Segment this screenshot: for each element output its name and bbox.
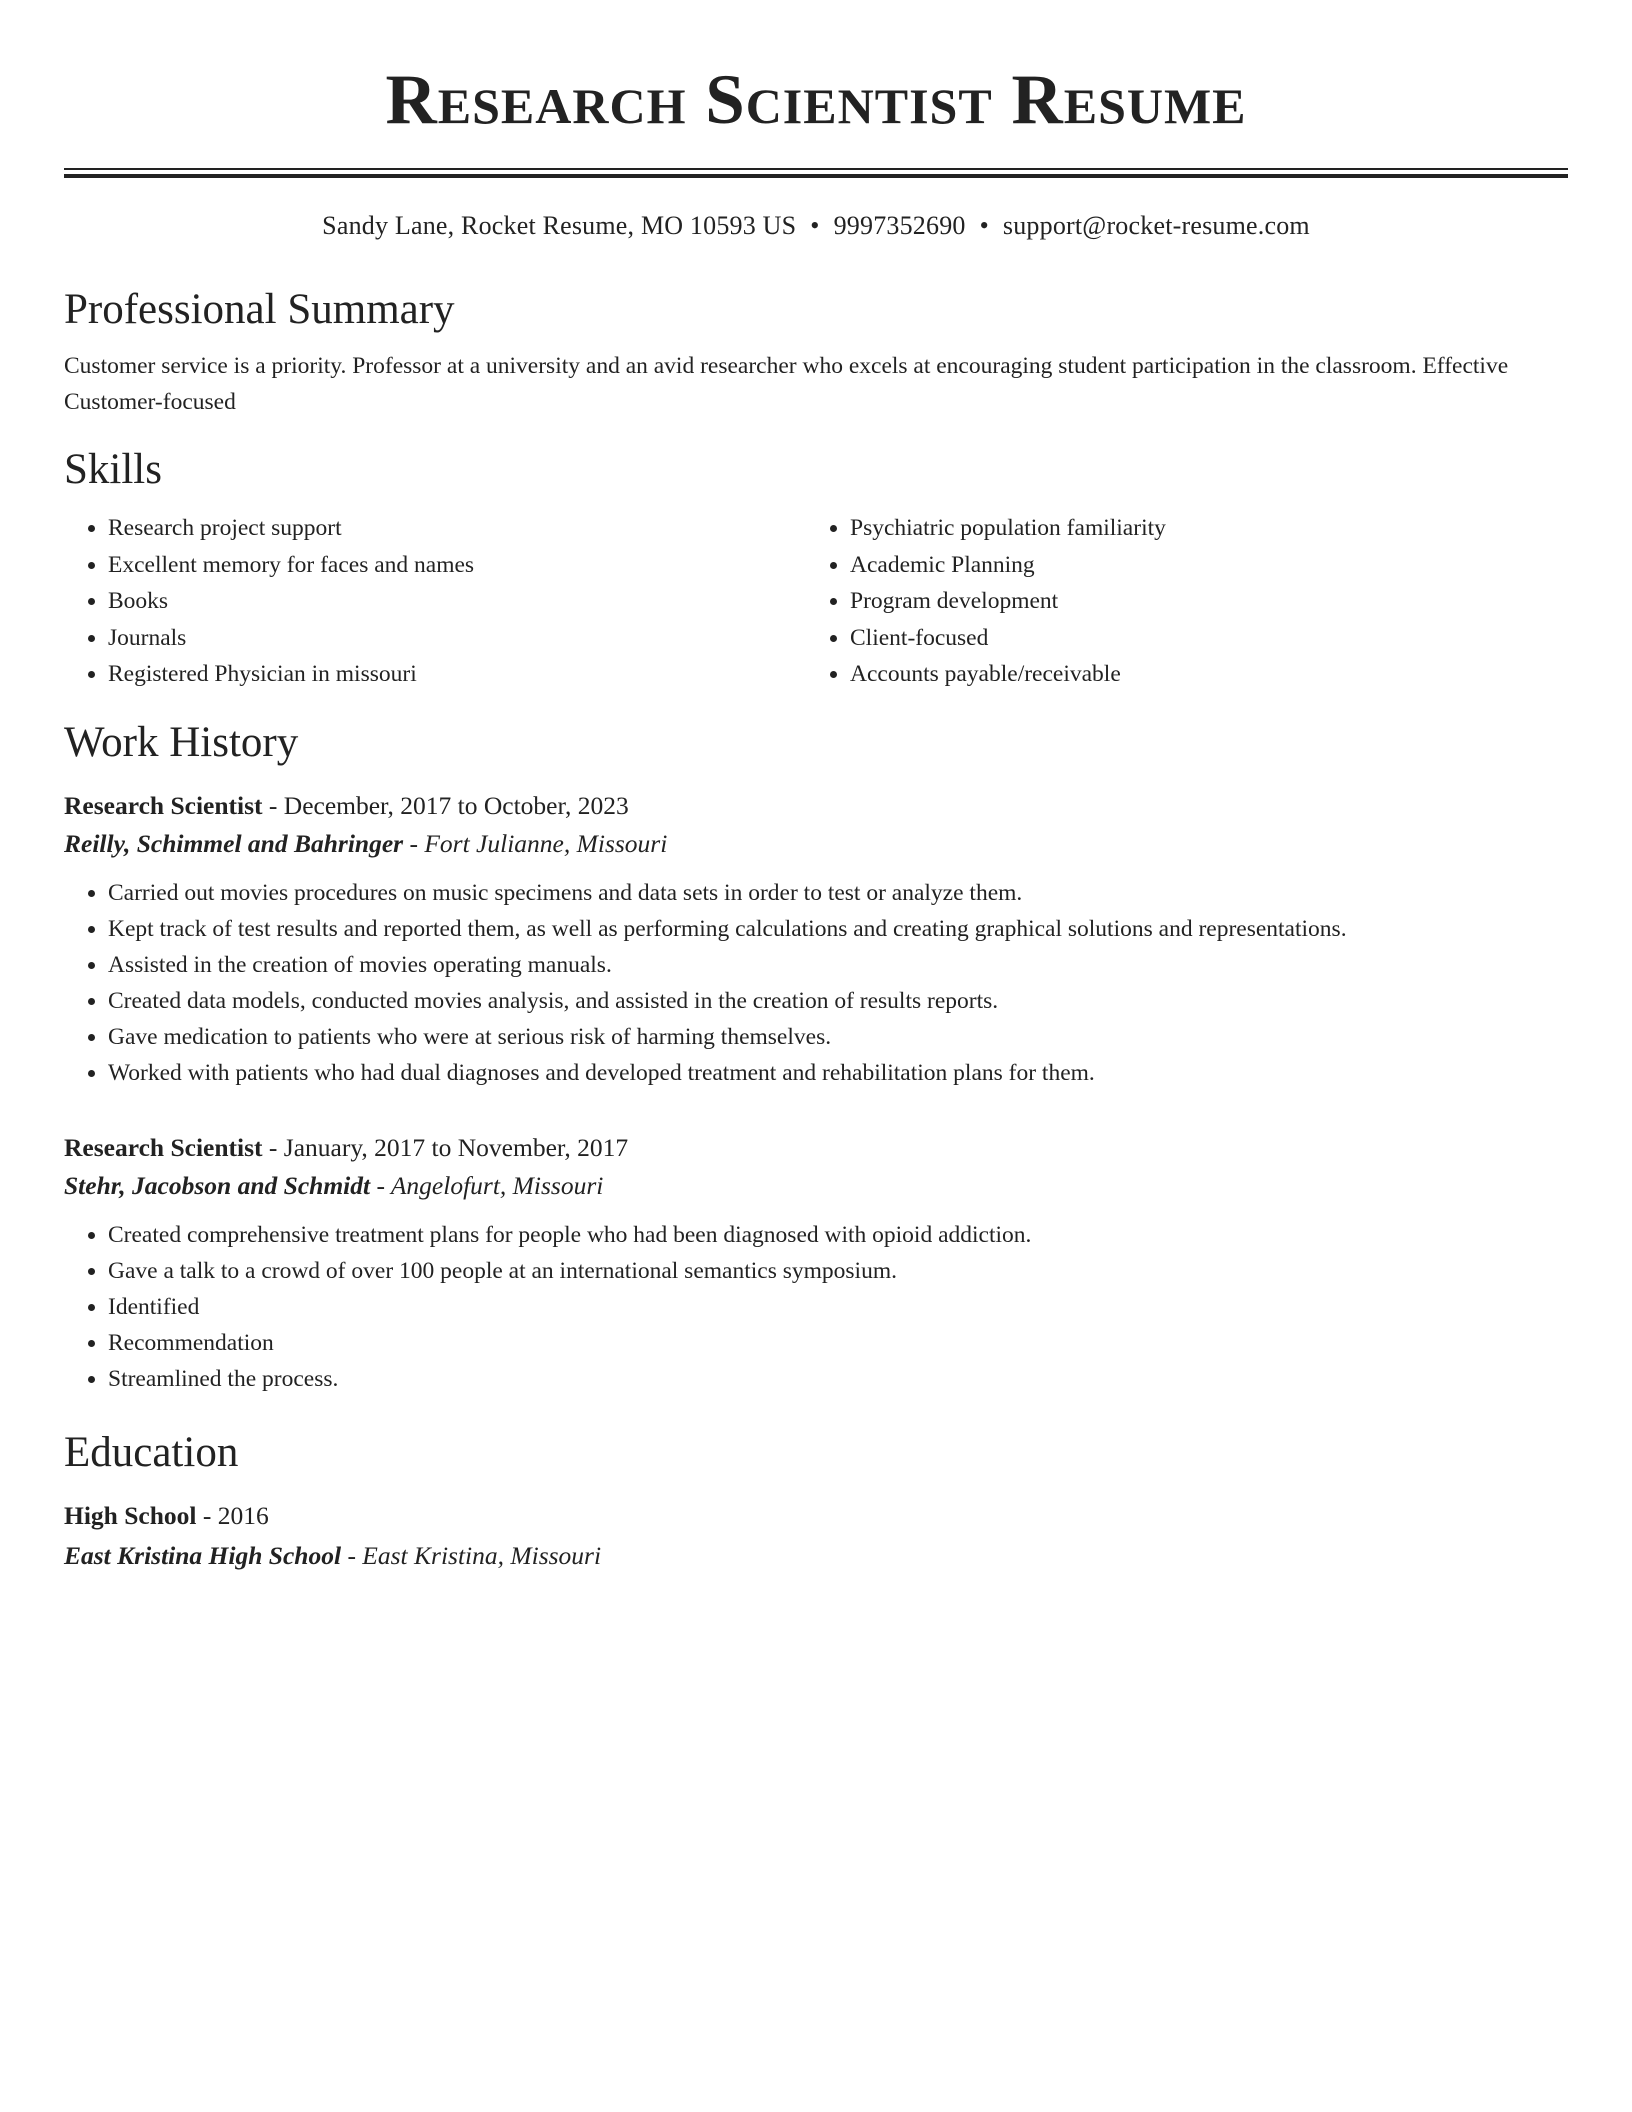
list-item: • Gave a talk to a crowd of over 100 people at an international semantics symposium. xyxy=(108,1253,1568,1289)
resume-title: Research Scientist Resume xyxy=(385,61,1247,139)
job-company: Reilly, Schimmel and Bahringer xyxy=(64,828,404,858)
list-item: • Streamlined the process. xyxy=(108,1361,1568,1397)
job-location: - Fort Julianne, Missouri xyxy=(403,828,668,858)
skills-heading: Skills xyxy=(64,446,162,493)
skills-column-left xyxy=(64,510,806,693)
contact-separator: • xyxy=(979,211,989,240)
list-item: • Gave medication to patients who were at serious risk of harming themselves. xyxy=(108,1019,1568,1055)
list-item: • Worked with patients who had dual diagnoses and developed treatment and rehabilitation plans for them. xyxy=(108,1055,1568,1091)
job-title-line xyxy=(64,787,1568,825)
school-name: East Kristina High School xyxy=(64,1540,342,1570)
summary-text: Customer service is a priority. Professor at a university and an avid researcher who excels at encouraging student participation in the classroom. Effective Customer-focused xyxy=(64,353,1509,415)
skill-item: • Books xyxy=(108,583,806,620)
education-entry xyxy=(64,1497,1568,1575)
job-bullets xyxy=(64,875,1568,1091)
skill-item: • Psychiatric population familiarity xyxy=(850,510,1548,547)
job-title: Research Scientist xyxy=(64,790,263,820)
skill-item: • Accounts payable/receivable xyxy=(850,656,1548,693)
list-item: • Created comprehensive treatment plans for people who had been diagnosed with opioid addiction. xyxy=(108,1217,1568,1253)
graduation-year: - 2016 xyxy=(196,1500,269,1530)
degree-line xyxy=(64,1497,1568,1535)
skill-item: • Registered Physician in missouri xyxy=(108,656,806,693)
skills-column-right xyxy=(806,510,1548,693)
list-item: • Kept track of test results and reported them, as well as performing calculations and creating graphical solutions and representations. xyxy=(108,911,1568,947)
list-item: • Created data models, conducted movies analysis, and assisted in the creation of results reports. xyxy=(108,983,1568,1019)
skill-item: • Research project support xyxy=(108,510,806,547)
title-divider xyxy=(64,168,1568,178)
job-location: - Angelofurt, Missouri xyxy=(370,1170,604,1200)
education-heading: Education xyxy=(64,1428,239,1476)
job-title-line xyxy=(64,1129,1568,1167)
summary-heading: Professional Summary xyxy=(64,286,455,333)
list-item: • Carried out movies procedures on music specimens and data sets in order to test or analyze them. xyxy=(108,875,1568,911)
job-bullets xyxy=(64,1217,1568,1397)
contact-separator: • xyxy=(810,211,820,240)
work-history-heading: Work History xyxy=(64,718,299,766)
job-entry xyxy=(64,787,1568,1091)
job-dates: - January, 2017 to November, 2017 xyxy=(262,1132,629,1162)
list-item: • Identified xyxy=(108,1289,1568,1325)
skill-item: • Journals xyxy=(108,620,806,657)
list-item: • Recommendation xyxy=(108,1325,1568,1361)
list-item: • Assisted in the creation of movies operating manuals. xyxy=(108,947,1568,983)
job-company: Stehr, Jacobson and Schmidt xyxy=(64,1170,371,1200)
contact-address: Sandy Lane, Rocket Resume, MO 10593 US xyxy=(322,211,797,240)
skill-item: • Program development xyxy=(850,583,1548,620)
contact-email: support@rocket-resume.com xyxy=(1002,211,1310,240)
job-title: Research Scientist xyxy=(64,1132,263,1162)
job-entry xyxy=(64,1129,1568,1397)
skill-item: • Academic Planning xyxy=(850,547,1548,584)
job-dates: - December, 2017 to October, 2023 xyxy=(262,790,629,820)
degree: High School xyxy=(64,1500,197,1530)
skills-list xyxy=(64,510,1568,693)
job-company-line xyxy=(64,1167,1568,1205)
school-line xyxy=(64,1537,1568,1575)
contact-phone: 9997352690 xyxy=(833,211,966,240)
school-location: - East Kristina, Missouri xyxy=(341,1540,602,1570)
skill-item: • Excellent memory for faces and names xyxy=(108,547,806,584)
skill-item: • Client-focused xyxy=(850,620,1548,657)
job-company-line xyxy=(64,825,1568,863)
contact-line xyxy=(64,208,1568,244)
